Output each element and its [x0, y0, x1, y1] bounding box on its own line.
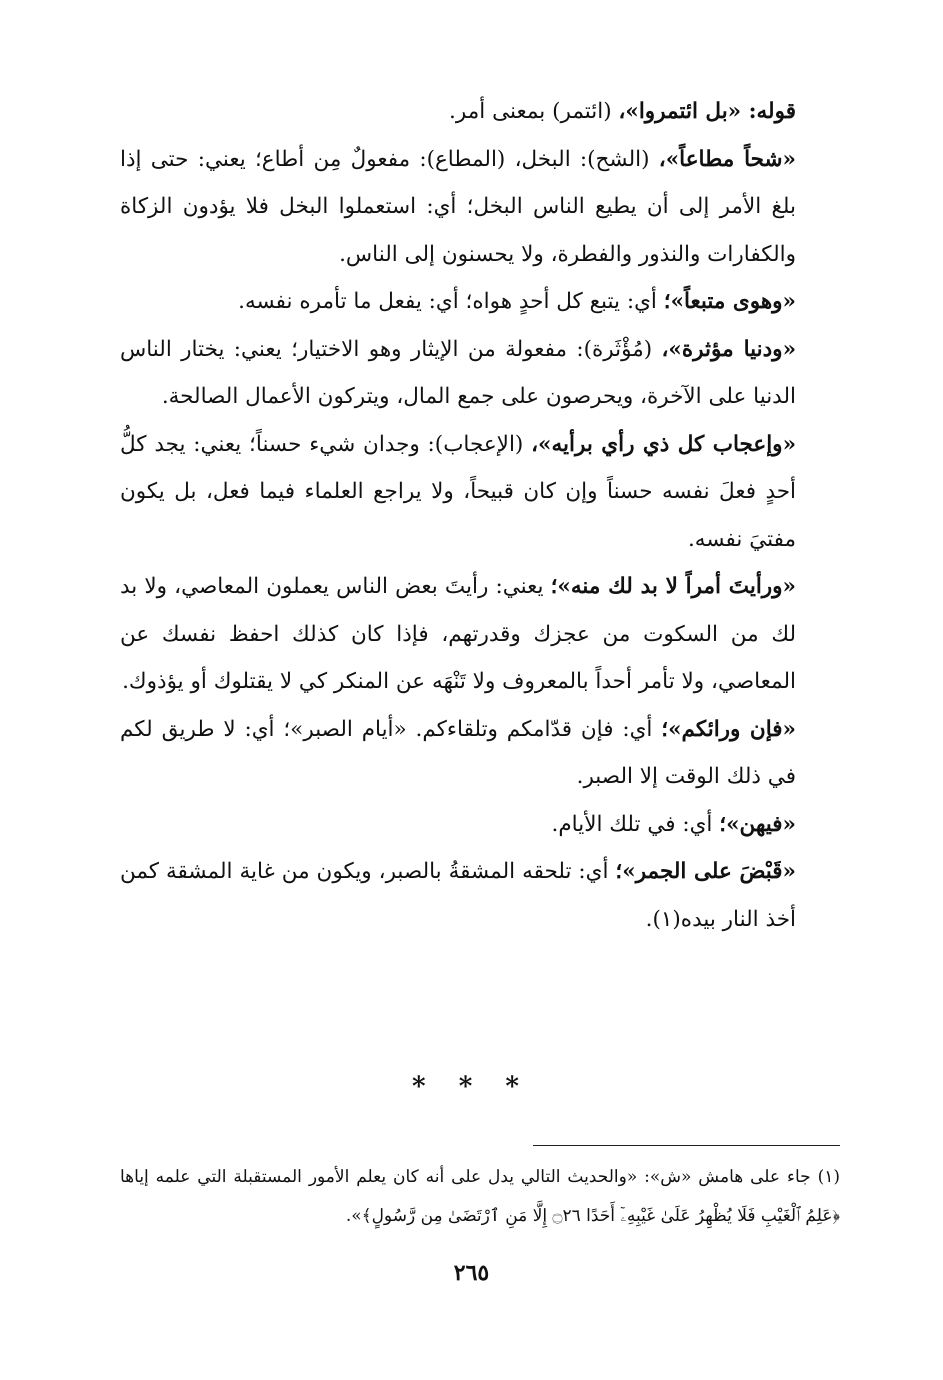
page-body [120, 88, 840, 943]
paragraph-lead: قوله: «بل ائتمروا»، [618, 99, 796, 124]
paragraph [120, 278, 840, 326]
paragraph-text: (الإعجاب): وجدان شيء حسناً؛ يعني: يجد كلُّ أحدٍ فعلَ نفسه حسناً وإن كان قبيحاً، ولا يراجع العلماء فيما فعل، بل يكون مفتيَ نفسه. [120, 431, 796, 552]
paragraph-lead: «قَبْضَ على الجمر»؛ [615, 859, 796, 884]
paragraph-lead: «ودنيا مؤثرة»، [661, 336, 797, 362]
paragraph-text: (ائتمر) بمعنى أمر. [449, 99, 619, 124]
paragraph-lead: «وهوى متبعاً»؛ [663, 289, 796, 314]
paragraph-text: (الشح): البخل، (المطاع): مفعولٌ مِن أطاع؛ يعني: حتى إذا بلغ الأمر إلى أن يطيع الناس البخل؛ أي: استعملوا البخل فلا يؤدون الزكاة والكفارات والنذور والفطرة، ولا يحسنون إلى الناس. [120, 146, 796, 267]
paragraph [120, 706, 840, 801]
paragraph-lead: «وإعجاب كل ذي رأي برأيه»، [531, 431, 797, 457]
paragraph-text: يعني: رأيتَ بعض الناس يعملون المعاصي، ولا بد لك من السكوت من عجزك وقدرتهم، فإذا كان كذلك احفظ نفسك عن المعاصي، ولا تأمر أحداً بالمعروف ولا تَنْهَه عن المنكر كي لا يقتلوك أو يؤذوك. [120, 574, 796, 694]
paragraph-text: أي: يتبع كل أحدٍ هواه؛ أي: يفعل ما تأمره نفسه. [238, 289, 664, 314]
paragraph [120, 326, 840, 421]
paragraph [120, 563, 840, 706]
paragraph-text: أي: في تلك الأيام. [551, 811, 720, 837]
paragraph-lead: «ورأيتَ أمراً لا بد لك منه»؛ [550, 574, 796, 599]
paragraph-lead: «فيهن»؛ [719, 811, 796, 837]
paragraph [120, 136, 840, 279]
footnote-divider [533, 1145, 840, 1146]
paragraph [120, 801, 840, 849]
paragraph [120, 421, 840, 564]
paragraph [120, 848, 840, 943]
paragraph-lead: «فإن ورائكم»؛ [661, 716, 796, 742]
section-separator: * * * [412, 1072, 531, 1102]
paragraph-text: (مُؤْثَرة): مفعولة من الإيثار وهو الاختيار؛ يعني: يختار الناس الدنيا على الآخرة، ويحرصون على جمع المال، ويتركون الأعمال الصالحة. [120, 336, 796, 409]
footnote: (١) جاء على هامش «ش»: «والحديث التالي يدل على أنه كان يعلم الأمور المستقبلة التي علمه إياها ﴿عَلِمُ ٱلْغَيْبِ فَلَا يُظْهِرُ عَلَىٰ غَيْبِهِۦٓ أَحَدًا ۝٢٦ إِلَّا مَنِ ٱرْتَضَىٰ مِن رَّسُولٍ﴾». [120, 1167, 840, 1226]
paragraph [120, 88, 840, 136]
paragraph-text: أي: فإن قدّامكم وتلقاءكم. «أيام الصبر»؛ أي: لا طريق لكم في ذلك الوقت إلا الصبر. [120, 716, 796, 789]
page-number: ٢٦٥ [453, 1260, 490, 1286]
paragraph-lead: «شحاً مطاعاً»، [658, 146, 796, 172]
paragraph-text: أي: تلحقه المشقةُ بالصبر، ويكون من غاية المشقة كمن أخذ النار بيده(١). [120, 859, 796, 932]
